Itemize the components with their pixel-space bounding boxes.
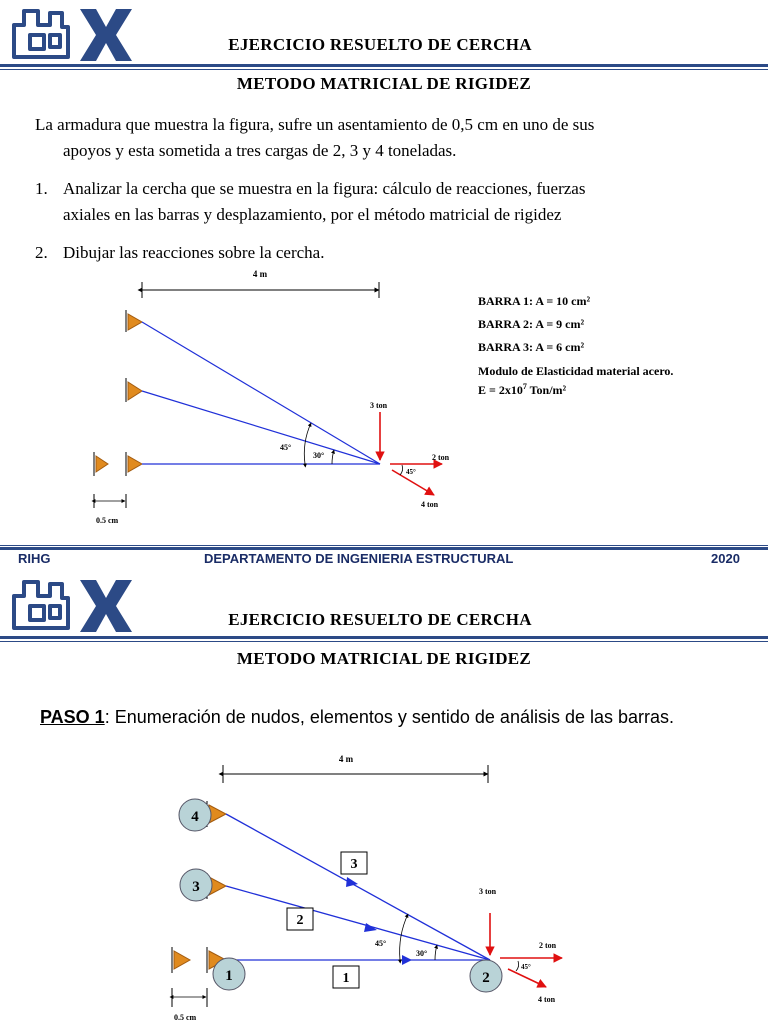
load-angle-label: 45° xyxy=(406,468,416,476)
footer-department: DEPARTAMENTO DE INGENIERIA ESTRUCTURAL xyxy=(204,551,514,566)
intro-line-1: La armadura que muestra la figura, sufre un asentamiento de 0,5 cm en uno de sus xyxy=(35,115,595,134)
element-label-3 xyxy=(341,852,367,874)
angle-45-label: 45° xyxy=(280,443,292,452)
header-rule-thin-2 xyxy=(0,641,768,642)
element-label-1 xyxy=(333,966,359,988)
bar-specifications xyxy=(478,290,673,398)
item-2-number: 2. xyxy=(35,243,48,262)
page-subtitle-2: METODO MATRICIAL DE RIGIDEZ xyxy=(236,649,532,668)
university-logo xyxy=(10,5,140,63)
load-angle-label-2: 45° xyxy=(521,963,531,971)
support-bottom xyxy=(94,452,142,476)
load-horizontal-label: 2 ton xyxy=(432,453,450,462)
svg-text:3: 3 xyxy=(192,879,200,895)
page-title: EJERCICIO RESUELTO DE CERCHA xyxy=(228,35,532,54)
item-1-line-2: axiales en las barras y desplazamiento, por el método matricial de rigidez xyxy=(63,205,562,224)
angle-arc-30 xyxy=(332,450,334,464)
svg-text:4: 4 xyxy=(191,809,199,825)
logo-x-mark xyxy=(80,9,132,61)
footer-year: 2020 xyxy=(711,551,740,566)
paso-1-heading xyxy=(40,707,674,728)
settlement-dimension-2 xyxy=(172,988,207,1022)
angle-arc-30-p2 xyxy=(435,945,437,960)
svg-text:2: 2 xyxy=(296,913,304,928)
angle-30-label: 30° xyxy=(313,451,325,460)
element-label-2 xyxy=(287,908,313,930)
svg-text:3: 3 xyxy=(350,857,358,872)
truss-figure-2 xyxy=(150,745,590,1024)
item-2-text: Dibujar las reacciones sobre la cercha. xyxy=(63,243,325,262)
header-rule-thin xyxy=(0,69,768,70)
settlement-label-2: 0.5 cm xyxy=(174,1013,197,1022)
settlement-dimension xyxy=(94,494,126,525)
svg-text:2: 2 xyxy=(482,970,490,986)
header-rule xyxy=(0,64,768,67)
node-2 xyxy=(470,960,502,992)
load-vertical-label-2: 3 ton xyxy=(479,887,497,896)
load-inclined-label: 4 ton xyxy=(421,500,439,509)
load-inclined-label-2: 4 ton xyxy=(538,995,556,1004)
spec-barra-3: BARRA 3: A = 6 cm² xyxy=(478,340,585,354)
spec-elasticity: $E = 2x10^7$ Ton/m² xyxy=(478,382,567,397)
span-label: 4 m xyxy=(252,269,268,279)
span-dimension-2 xyxy=(223,754,488,783)
bar-3 xyxy=(142,322,380,464)
load-inclined-arrow-2 xyxy=(508,969,546,987)
paso-label: PASO 1 xyxy=(40,707,105,727)
page-title-2: EJERCICIO RESUELTO DE CERCHA xyxy=(228,610,532,629)
bar-1-direction-icon xyxy=(402,955,412,965)
bar-2-p2 xyxy=(226,886,490,960)
footer-rule-top xyxy=(0,545,768,546)
intro-line-2: apoyos y esta sometida a tres cargas de 2, 3 y 4 toneladas. xyxy=(63,141,457,160)
footer-rule xyxy=(0,547,768,550)
span-dimension xyxy=(142,269,379,298)
span-label-2: 4 m xyxy=(338,754,354,764)
settlement-label: 0.5 cm xyxy=(96,516,119,525)
support-top xyxy=(126,310,142,332)
page-subtitle: METODO MATRICIAL DE RIGIDEZ xyxy=(236,74,532,93)
truss-figure-1 xyxy=(80,262,480,532)
footer-author: RIHG xyxy=(18,551,51,566)
node-3 xyxy=(180,869,212,901)
paso-text: : Enumeración de nudos, elementos y sentido de análisis de las barras. xyxy=(104,707,675,727)
spec-modulo: Modulo de Elasticidad material acero. xyxy=(478,364,674,378)
header-rule-2 xyxy=(0,636,768,639)
spec-barra-1: BARRA 1: A = 10 cm² xyxy=(478,294,591,308)
item-1-number: 1. xyxy=(35,179,48,198)
svg-text:1: 1 xyxy=(225,968,233,984)
angle-45-label-2: 45° xyxy=(375,939,387,948)
bar-2 xyxy=(142,391,380,464)
load-horizontal-label-2: 2 ton xyxy=(539,941,557,950)
load-vertical-label: 3 ton xyxy=(370,401,388,410)
university-logo-2 xyxy=(10,576,140,634)
svg-text:1: 1 xyxy=(342,971,350,986)
load-angle-arc xyxy=(400,465,403,475)
logo-x-mark xyxy=(80,580,132,632)
bar-3-p2 xyxy=(226,814,490,960)
spec-barra-2: BARRA 2: A = 9 cm² xyxy=(478,317,585,331)
node-1 xyxy=(213,958,245,990)
logo-monogram xyxy=(14,11,68,57)
load-angle-arc-2 xyxy=(516,961,519,971)
item-1-line-1: Analizar la cercha que se muestra en la figura: cálculo de reacciones, fuerzas xyxy=(63,179,586,198)
angle-arc-45 xyxy=(304,423,311,464)
angle-30-label-2: 30° xyxy=(416,949,428,958)
support-middle xyxy=(126,378,142,402)
node-4 xyxy=(179,799,211,831)
logo-monogram xyxy=(14,582,68,628)
